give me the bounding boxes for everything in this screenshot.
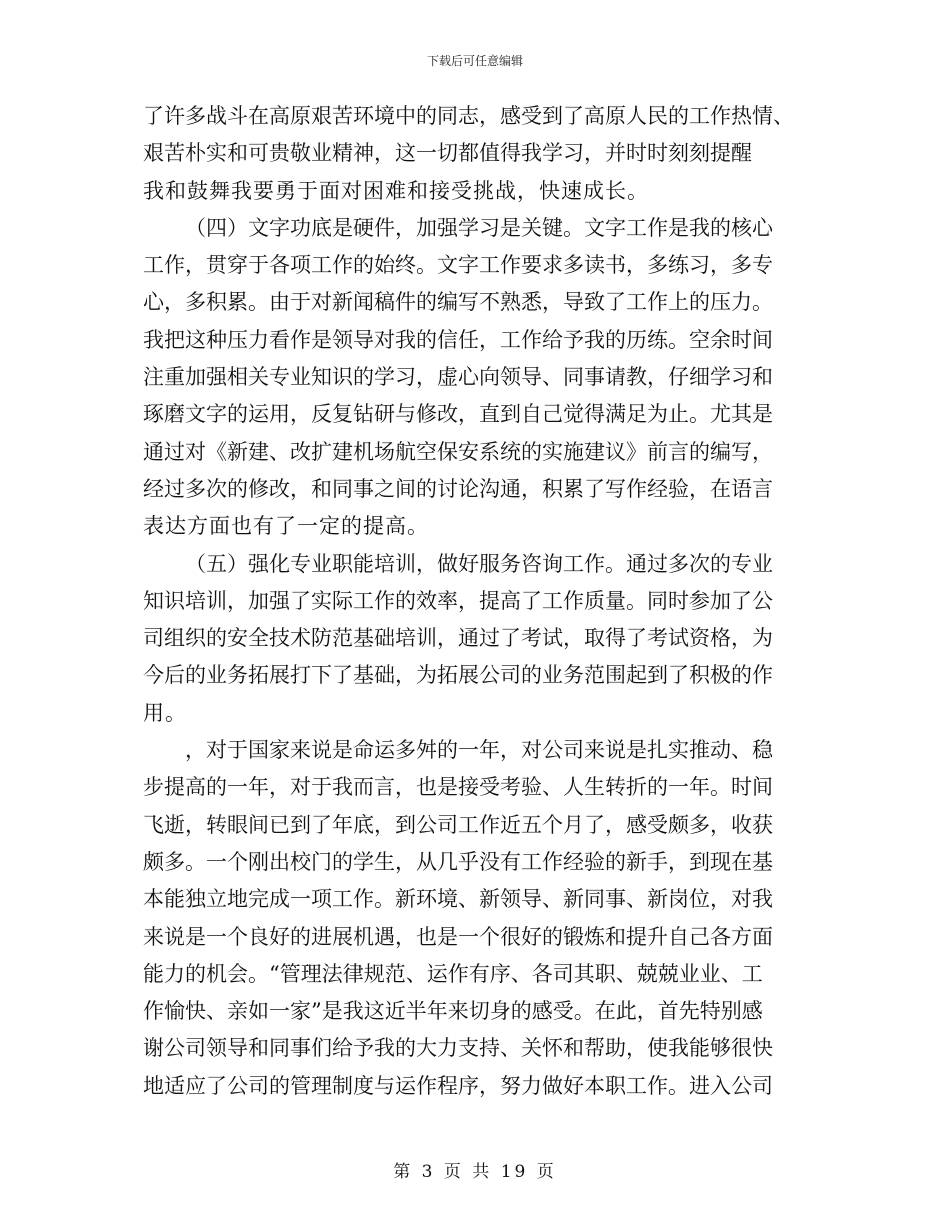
text-line: 谢公司领导和同事们给予我的大力支持、关怀和帮助，使我能够很快	[143, 1036, 773, 1061]
text-line: 经过多次的修改，和同事之间的讨论沟通，积累了写作经验，在语言	[143, 476, 773, 501]
text-line: 我和鼓舞我要勇于面对困难和接受挑战，快速成长。	[143, 178, 649, 203]
text-line: 本能独立地完成一项工作。新环境、新领导、新同事、新岗位，对我	[143, 887, 773, 912]
text-line: 工作，贯穿于各项工作的始终。文字工作要求多读书，多练习，多专	[143, 253, 773, 278]
text-line: 艰苦朴实和可贵敬业精神，这一切都值得我学习，并时时刻刻提醒	[143, 141, 752, 166]
page-header: 下载后可任意编辑	[426, 54, 523, 68]
text-line: 今后的业务拓展打下了基础，为拓展公司的业务范围起到了积极的作	[143, 663, 773, 688]
text-line: 颇多。一个刚出校门的学生，从几乎没有工作经验的新手，到现在基	[143, 849, 773, 874]
text-line: 步提高的一年，对于我而言，也是接受考验、人生转折的一年。时间	[143, 775, 773, 800]
text-line: 地适应了公司的管理制度与运作程序，努力做好本职工作。进入公司	[143, 1073, 773, 1098]
text-line: 通过对《新建、改扩建机场航空保安系统的实施建议》前言的编写，	[143, 439, 773, 464]
text-line: 心，多积累。由于对新闻稿件的编写不熟悉，导致了工作上的压力。	[143, 290, 773, 315]
page-footer: 第 3 页 共 19 页	[393, 1162, 557, 1182]
text-line: 来说是一个良好的进展机遇，也是一个很好的锻炼和提升自己各方面	[143, 924, 773, 949]
text-line: 作愉快、亲如一家”是我这近半年来切身的感受。在此，首先特别感	[143, 999, 763, 1024]
text-line: 能力的机会。“管理法律规范、运作有序、各司其职、兢兢业业、工	[143, 961, 763, 986]
text-line: 琢磨文字的运用，反复钻研与修改，直到自己觉得满足为止。尤其是	[143, 402, 773, 427]
text-line: 飞逝，转眼间已到了年底，到公司工作近五个月了，感受颇多，收获	[143, 812, 773, 837]
text-line: 用。	[143, 700, 187, 725]
text-line: 了许多战斗在高原艰苦环境中的同志，感受到了高原人民的工作热情、	[143, 104, 794, 128]
text-line: 司组织的安全技术防范基础培训，通过了考试，取得了考试资格，为	[143, 626, 773, 651]
text-line: 我把这种压力看作是领导对我的信任，工作给予我的历练。空余时间	[143, 327, 773, 352]
text-line: ，对于国家来说是命运多舛的一年，对公司来说是扎实推动、稳	[185, 738, 773, 763]
text-line: （四）文字功底是硬件，加强学习是关键。文字工作是我的核心	[185, 215, 773, 240]
text-line: （五）强化专业职能培训，做好服务咨询工作。通过多次的专业	[185, 551, 773, 576]
text-line: 知识培训，加强了实际工作的效率，提高了工作质量。同时参加了公	[143, 588, 773, 613]
text-line: 注重加强相关专业知识的学习，虚心向领导、同事请教，仔细学习和	[143, 365, 773, 390]
document-body	[143, 98, 808, 1105]
text-line: 表达方面也有了一定的提高。	[143, 514, 429, 539]
